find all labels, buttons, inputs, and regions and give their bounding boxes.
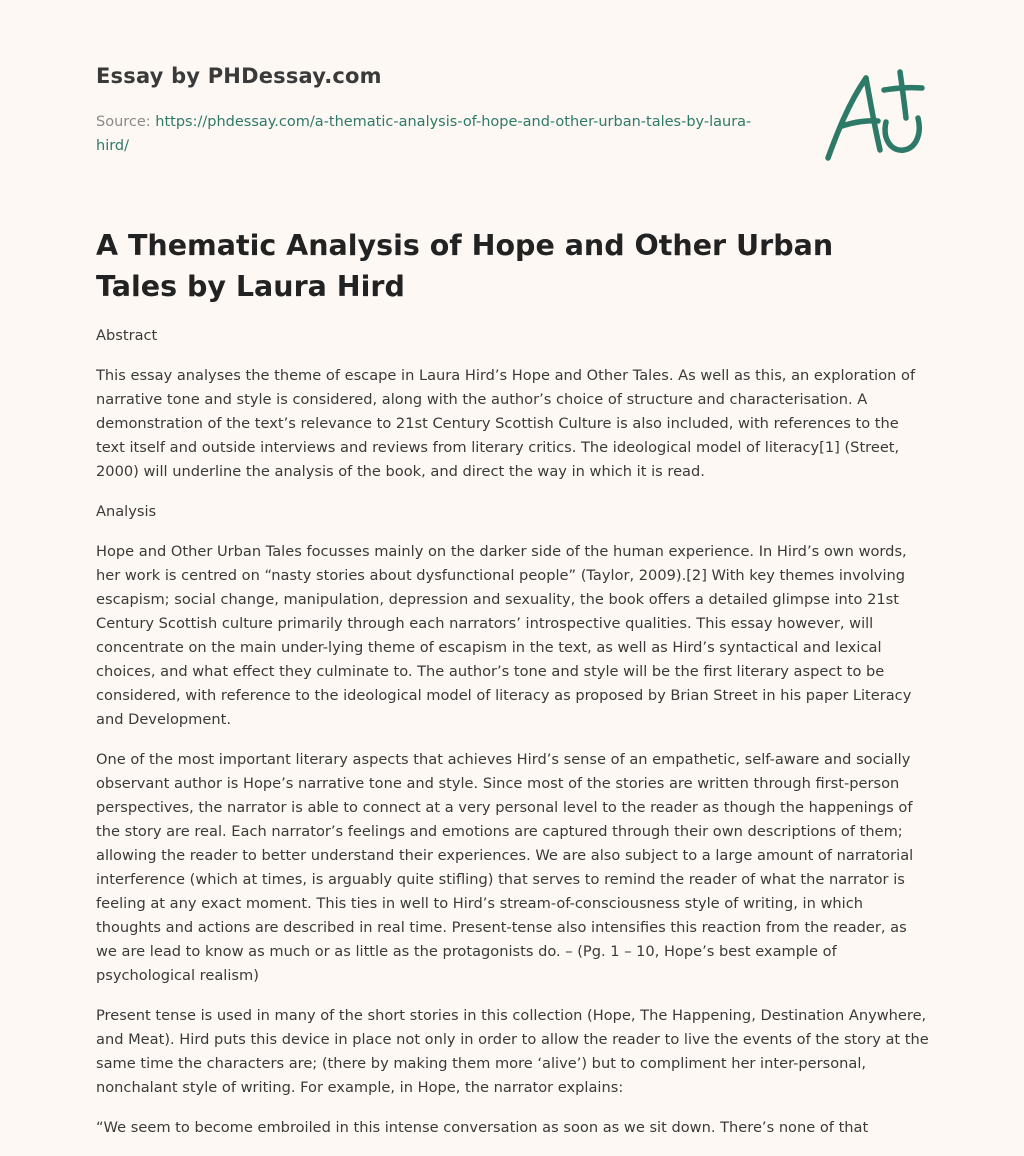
source-label: Source: xyxy=(96,114,151,130)
analysis-heading: Analysis xyxy=(96,503,157,520)
essay-body xyxy=(96,324,932,1156)
abstract-paragraph: This essay analyses the theme of escape in Laura Hird’s Hope and Other Tales. As well as this, an exploration of narrative tone and style is considered, along with the author’s choice of structure and characterisation. A demonstration of the text’s relevance to 21st Century Scottish Culture is also included, with references to the text itself and outside interviews and reviews from literary critics. The ideological model of literacy[1] (Street, 2000) will underline the analysis of the book, and direct the way in which it is read. xyxy=(96,367,916,480)
site-title: Essay by PHDessay.com xyxy=(96,64,382,88)
essay-title: A Thematic Analysis of Hope and Other Urban Tales by Laura Hird xyxy=(96,229,834,303)
source-link[interactable]: https://phdessay.com/a-thematic-analysis-of-hope-and-other-urban-tales-by-laura-hird/ xyxy=(96,114,752,154)
quote-paragraph: “We seem to become embroiled in this intense conversation as soon as we sit down. There’s none of that xyxy=(96,1119,869,1136)
body-paragraph: Hope and Other Urban Tales focusses mainly on the darker side of the human experience. In Hird’s own words, her work is centred on “nasty stories about dysfunctional people” (Taylor, 2009).[2] With key themes involving escapism; social change, manipulation, depression and sexuality, the book offers a detailed glimpse into 21st Century Scottish culture primarily through each narrators’ introspective qualities. This essay however, will concentrate on the main under-lying theme of escapism in the text, as well as Hird’s syntactical and lexical choices, and what effect they culminate to. The author’s tone and style will be the first literary aspect to be considered, with reference to the ideological model of literacy as proposed by Brian Street in his paper Literacy and Development. xyxy=(96,543,912,728)
a-plus-grade-logo-icon xyxy=(822,66,926,166)
body-paragraph: One of the most important literary aspects that achieves Hird’s sense of an empathetic, self-aware and socially observant author is Hope’s narrative tone and style. Since most of the stories are written through first-person perspectives, the narrator is able to connect at a very personal level to the reader as though the happenings of the story are real. Each narrator’s feelings and emotions are captured through their own descriptions of them; allowing the reader to better understand their experiences. We are also subject to a large amount of narratorial interference (which at times, is arguably quite stifling) that serves to remind the reader of what the narrator is feeling at any exact moment. This ties in well to Hird’s stream-of-consciousness style of writing, in which thoughts and actions are described in real time. Present-tense also intensifies this reaction from the reader, as we are lead to know as much or as little as the protagonists do. – (Pg. 1 – 10, Hope’s best example of psychological realism) xyxy=(96,751,914,984)
abstract-heading: Abstract xyxy=(96,327,158,344)
source-line xyxy=(96,110,756,158)
body-paragraph: Present tense is used in many of the short stories in this collection (Hope, The Happening, Destination Anywhere, and Meat). Hird puts this device in place not only in order to allow the reader to live the events of the story at the same time the characters are; (there by making them more ‘alive’) but to compliment her inter-personal, nonchalant style of writing. For example, in Hope, the narrator explains: xyxy=(96,1007,929,1096)
